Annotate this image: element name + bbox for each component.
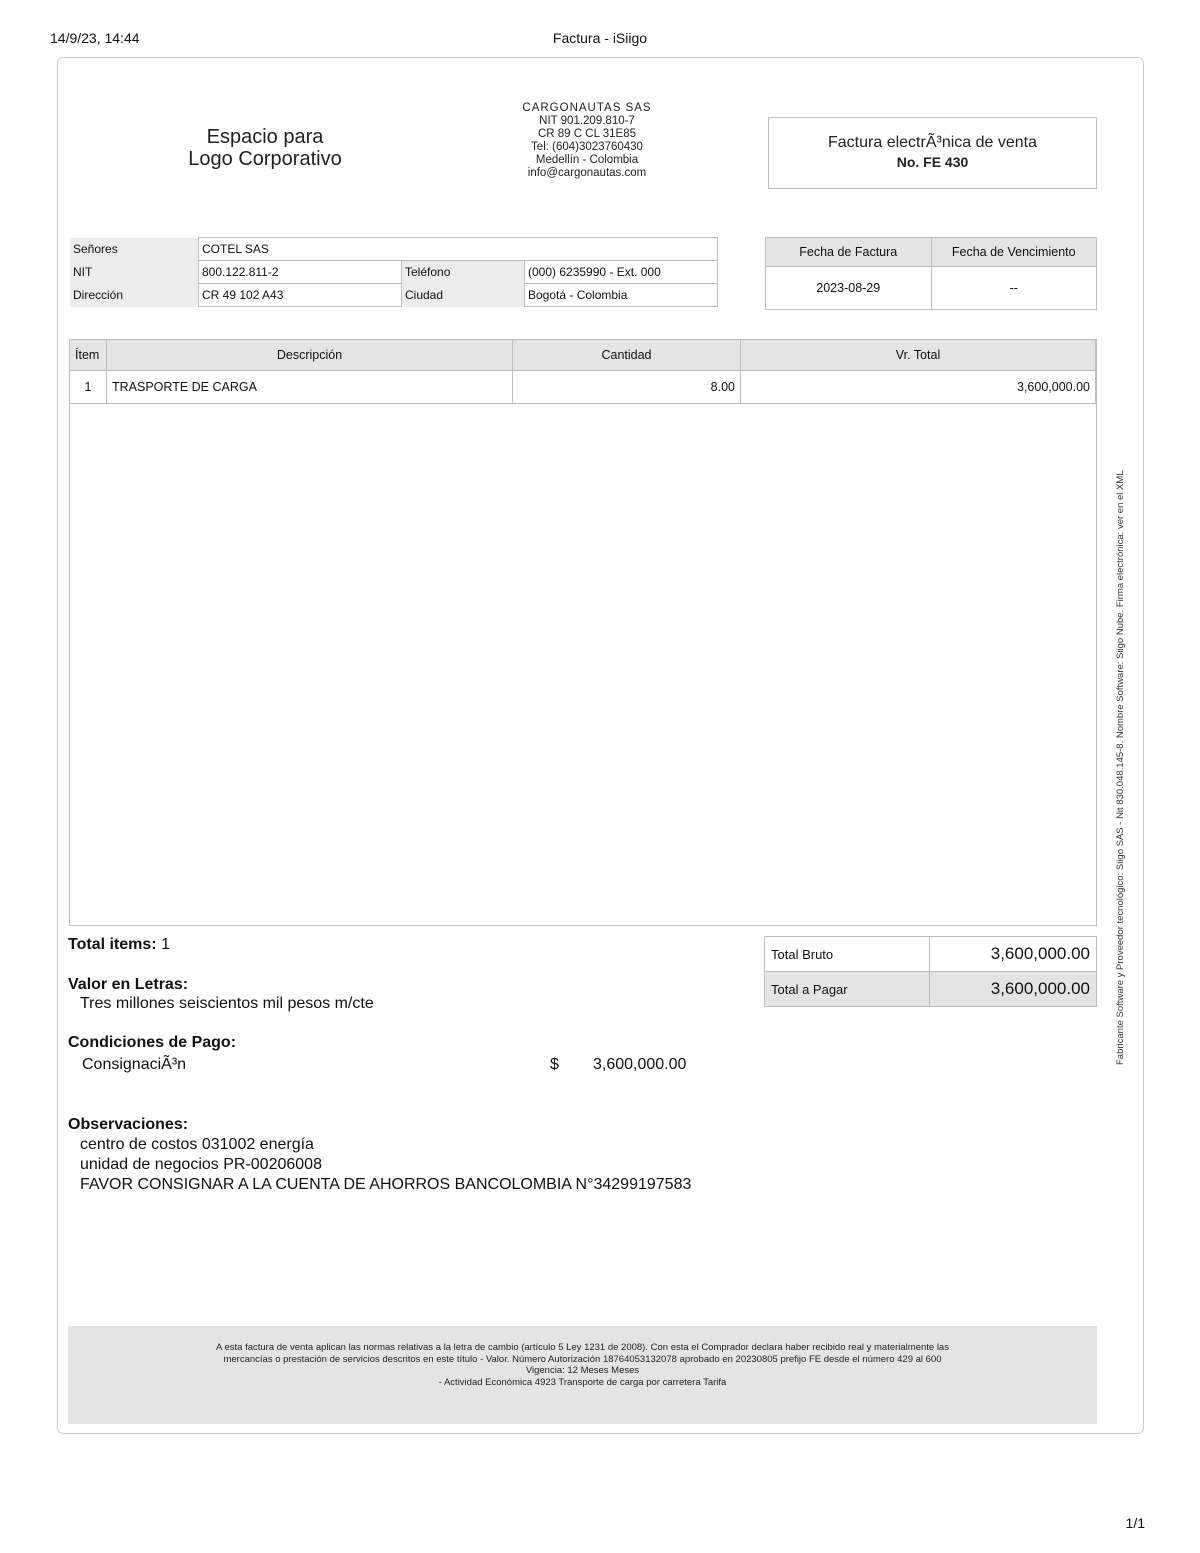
total-items-label: Total items: <box>68 936 157 953</box>
row-total: 3,600,000.00 <box>741 371 1096 404</box>
dates-table <box>765 237 1097 310</box>
letras-value: Tres millones seiscientos mil pesos m/cte <box>80 995 374 1012</box>
total-bruto-label: Total Bruto <box>765 937 930 972</box>
row-item: 1 <box>70 371 107 404</box>
fecha-venc-label: Fecha de Vencimiento <box>931 238 1097 267</box>
logo-placeholder <box>150 126 380 170</box>
row-qty: 8.00 <box>513 371 741 404</box>
fecha-factura-label: Fecha de Factura <box>766 238 932 267</box>
invoice-number: No. FE 430 <box>896 154 969 170</box>
company-nit: NIT 901.209.810-7 <box>539 115 635 127</box>
company-email: info@cargonautas.com <box>527 167 647 179</box>
legal-line-1: A esta factura de venta aplican las normas relativas a la letra de cambio (artículo 5 Ley 1231 de 2008). Con esta el Comprador declara haber recibido real y materialmente las <box>216 1342 949 1353</box>
tel-label: Teléfono <box>402 261 525 284</box>
senores-value: COTEL SAS <box>199 238 718 261</box>
payment-method: ConsignaciÃ³n <box>82 1056 187 1073</box>
senores-label: Señores <box>70 238 199 261</box>
observation-line-1: centro de costos 031002 energía <box>80 1136 314 1153</box>
logo-line2: Logo Corporativo <box>188 148 342 170</box>
ciudad-value: Bogotá - Colombia <box>525 284 718 307</box>
total-items <box>68 936 170 954</box>
col-item: Ítem <box>70 340 107 371</box>
payment-currency: $ <box>550 1056 559 1073</box>
ciudad-label: Ciudad <box>402 284 525 307</box>
legal-line-4: - Actividad Económica 4923 Transporte de carga por carretera Tarifa <box>438 1376 727 1388</box>
dir-value: CR 49 102 A43 <box>199 284 402 307</box>
company-city: Medellín - Colombia <box>535 154 639 166</box>
company-phone: Tel: (604)3023760430 <box>531 141 643 153</box>
nit-label: NIT <box>70 261 199 284</box>
fecha-factura-value: 2023-08-29 <box>766 267 932 310</box>
invoice-type: Factura electrÃ³nica de venta <box>828 134 1037 151</box>
nit-value: 800.122.811-2 <box>199 261 402 284</box>
observation-line-2: unidad de negocios PR-00206008 <box>80 1156 322 1173</box>
page-number: 1/1 <box>1125 1515 1145 1531</box>
total-bruto-value: 3,600,000.00 <box>930 937 1097 972</box>
payment-label: Condiciones de Pago: <box>68 1034 237 1051</box>
row-desc: TRASPORTE DE CARGA <box>107 371 513 404</box>
observation-line-3: FAVOR CONSIGNAR A LA CUENTA DE AHORROS BANCOLOMBIA N°34299197583 <box>80 1176 692 1193</box>
items-table <box>69 339 1097 926</box>
total-pagar-value: 3,600,000.00 <box>930 972 1097 1007</box>
payment-amount: 3,600,000.00 <box>593 1056 687 1073</box>
col-qty: Cantidad <box>513 340 741 371</box>
client-info <box>70 237 718 307</box>
company-name: CARGONAUTAS SAS <box>522 102 652 114</box>
logo-line1: Espacio para <box>206 126 324 148</box>
legal-line-3: Vigencia: 12 Meses Meses <box>525 1365 640 1376</box>
company-address: CR 89 C CL 31E85 <box>537 128 636 140</box>
table-row <box>70 371 1096 404</box>
company-info <box>470 102 704 180</box>
print-title: Factura - iSiigo <box>552 30 648 46</box>
fecha-venc-value: -- <box>931 267 1097 310</box>
col-total: Vr. Total <box>741 340 1096 371</box>
observations-label: Observaciones: <box>68 1116 189 1133</box>
print-date: 14/9/23, 14:44 <box>50 30 140 46</box>
total-pagar-label: Total a Pagar <box>765 972 930 1007</box>
tel-value: (000) 6235990 - Ext. 000 <box>525 261 718 284</box>
total-items-value: 1 <box>161 936 170 953</box>
dir-label: Dirección <box>70 284 199 307</box>
invoice-title-box <box>768 117 1097 189</box>
letras-label: Valor en Letras: <box>68 976 189 993</box>
summary-table <box>764 936 1097 1007</box>
software-vertical-note: Fabricante Software y Proveedor tecnológico: Siigo SAS - Nit 830.048.145-8. Nombre Software: Siigo Nube. Firma electrónica: ver en el XML <box>1115 470 1126 1065</box>
legal-notice <box>68 1326 1097 1424</box>
legal-line-2: mercancías o prestación de servicios descritos en este título - Valor. Número Autorización 18764053132078 aprobado en 20230805 prefijo FE desde el número 429 al 600 <box>223 1353 942 1365</box>
col-desc: Descripción <box>107 340 513 371</box>
